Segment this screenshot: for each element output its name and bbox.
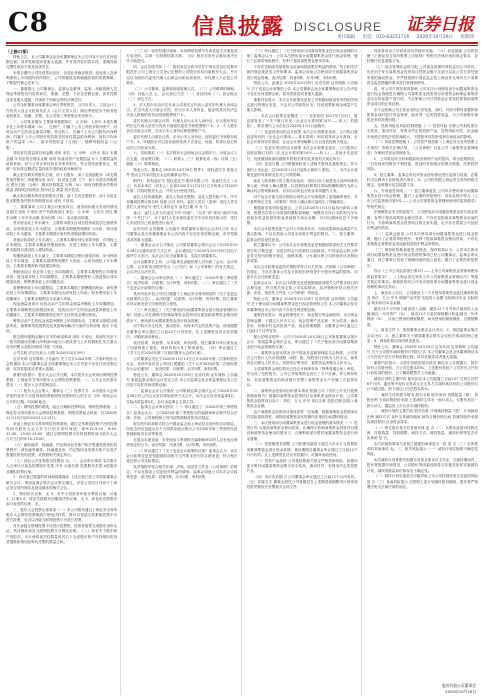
paragraph: 七、截至本公告日，公司最近十二个月使用募集资金委托理财的情况 单位：万元 序号 理财产品类型 实际投入金额 实际收回本金 实际收益 尚未收回本金金额。 (366, 290, 478, 306)
paragraph: 本次会计政策变更的决策程序符合有关法律、法规和《公司章程》的规定，不存在损害公司及全体股东特别是中小股东利益的情形。同意本次会计政策变更。 (246, 264, 358, 280)
paragraph: 报告期内超期未履行完毕的承诺事项 适用 不适用。预测年初至下一报告期期末的累计净利润可能为亏损或者与上年同期相比发生重大变动的警示及原因说明 适用 不适用。 (6, 334, 118, 350)
paragraph: 截止报告期末的股东总数、前十名股东、前十名流通股东（或无限售条件股东）持股情况表 单位：股 股东总数（户） 前十名股东持股情况 股东名称（全称） 期末持股数量 比例（%） 持有有限售条件股份数量 质押或冻结情况 股份状态 数量 股东性质。 (6, 172, 118, 193)
paragraph: 特此公告。董事会 2020年10月29日 附件1：授权委托书 报备文件 提议召开本次股东大会的董事会决议。 (126, 167, 238, 177)
paragraph: 特此公告。董事会 2020年10月29日 证券代码 证券简称 公告编号 关于公司股东减持股份计划的公告 本公司董事会及全体董事保证本公告内容不存在任何虚假记载、误导性陈述或者重大遗漏。 (366, 344, 478, 360)
paragraph: 新收入准则修订的主要内容包括：将现行收入和建造合同两项准则纳入统一的收入确认模型；以控制权转移替代风险报酬转移作为收入确认时点的判断标准；识别合同所包含的各单项履约义务。 (246, 178, 358, 194)
paragraph: 3、独立董事、监事会有权对资金使用情况进行监督与检查，必要时可以聘请专业机构进行审计。4、公司将依据上海证券交易所的相关规定，及时履行信息披露义务。 (366, 172, 478, 188)
paragraph: 亦不会影响公司主营业务的正常发展。同时，对部分暂时闲置的募集资金适时进行现金管理，能获得一定的投资收益，为公司和股东谋取更多的投资回报。 (366, 108, 478, 123)
paragraph: 由于募集资金投资项目建设需要一定周期，根据募集资金投资项目的实际建设进度，现阶段募集资金在短期内出现部分闲置的情况。 (246, 410, 358, 420)
paragraph: 四、会议出席对象（一）股权登记日收市后在中国证券登记结算有限责任公司上海分公司登记在册的公司股东有权出席股东大会，并可以以书面形式委托代理人出席会议和参加表决。该代理人不必是公司股东。 (126, 65, 238, 85)
paragraph: （一）相关股东是否有其他安排 是 否（二）大股东此前对持股比例、持股数量、持股期限、减持方式、减持数量、减持价格等是否作出承诺 是 否。 (366, 425, 478, 441)
masthead-rule-thin (6, 45, 478, 46)
section-subtitle: DISCLOSURE (294, 20, 383, 34)
paragraph: 符合《上市公司监管指引第2号——上市公司募集资金管理和使用的监管要求》、《上海证券交易所上市公司募集资金管理办法》等相关规定的要求。保荐机构对公司本次使用部分闲置募集资金进行现金管理的事项无异议。 (366, 269, 478, 290)
paragraph: 特此公告。董事会 2020年10月29日 证券代码 证券简称 公告编号 第届监事会第次会议决议公告 本公司监事会及全体监事保证本公告内容不存在任何虚假记载。 (126, 373, 238, 388)
paragraph: （三）审议通过了《关于使用部分闲置募集资金进行现金管理的议案》监事会认为：公司本次使用部分闲置募集资金进行现金管理，履行了必要的审批程序，有利于提高募集资金使用效率。 (246, 49, 358, 64)
paragraph: 一、减持主体的基本情况 股东名称 股东身份 持股数量（股） 持股比例 当前持股股份来源 上述减持主体无一致行动人。大股东及其一致行动人、董监高上市以来未减持股份。 (366, 393, 478, 408)
paragraph: 附件1：授权委托书 授权委托书 股份有限公司：兹委托先生（女士）代表本单位（或本人）出席2020年11月13日召开的贵公司2020年第二次临时股东大会，并代为行使表决权。 (126, 178, 238, 194)
paragraph: （六）融资融券、转融通、约定购回业务账户和沪股通投资者的投票程序。涉及融资融券、转融通业务、约定购回业务相关账户以及沪股通投资者的投票，应按照相关规定执行。 (6, 443, 118, 458)
paragraph: 重要内容提示：本次会计政策变更是公司根据财政部发布的相关规定进行的相应变更，不会对公司财务状况、经营成果和现金流量产生重大影响。 (246, 97, 358, 113)
paragraph: 证券代码 证券简称 公告编号 第届董事会第次会议决议公告 本公司董事会及全体董事保证本公告内容不存在任何虚假记载、误导性陈述或者重大遗漏。 (126, 227, 238, 242)
paragraph: 证券代码 证券简称 公告编号 关于召开2020年第二次临时股东大会的通知 本公司董事会及全体董事保证本公告内容不存在任何虚假记载、误导性陈述或者重大遗漏。 (6, 356, 118, 372)
text-column-3 (247, 49, 362, 695)
paragraph: 委托人持普通股数、委托人持优先股数、委托人股东帐户号。序号 非累积投票议案名称 同意 反对 弃权。委托人签名（盖章）受托人签名 委托人身份证号 受托人身份证号 委托日期 年 月 日。 (126, 194, 238, 210)
paragraph: （三）同一表决权通过现场、本所网络投票平台或其他方式重复进行表决的，以第一次投票结果为准。（四）股东对所有议案均表决完毕才能提交。 (126, 49, 238, 64)
paragraph: （五）网络投票的系统、起止日期和投票时间。网络投票系统：上海证券交易所股东大会网络投票系统；网络投票起止时间：自2020年11月13日至2020年11月13日。 (6, 405, 118, 420)
paragraph: 二、监事会会议审议情况（一）审议通过了《2020年第三季度报告》监事会认为：公司2020年第三季度报告的编制和审议程序符合法律、法规、公司章程和公司内部管理制度的各项规定。 (126, 405, 238, 420)
paragraph: 特此公告。董事会 2020年10月29日 证券代码 证券简称 公告编号 关于使用部分闲置募集资金进行现金管理的公告 本公司董事会及全体董事保证本公告内容不存在任何虚假记载。 (246, 297, 358, 312)
paragraph: 二、募集资金投资项目的基本情况 根据公司《首次公开发行股票招股说明书》披露的募集资金投资项目及募集资金使用计划，公司募集资金投资项目如下：单位：万元 序号 项目名称 投资总额 拟投入募集资金金额。 (246, 388, 358, 409)
paragraph: 其他应收款较上年末减少，主要系本期收回往来款所致；存货较上年末增加，主要系本期备货增加所致；在建工程较上年末增加，主要系本期项目建设投入增加所致。 (6, 237, 118, 253)
paragraph: 非经常性损益项目和金额 适用 单位：元 币种：人民币 项目 本期金额 年初至报告期末金额 说明 非流动资产处置损益 计入当期损益的政府补助，但与公司正常经营业务密切相关，符合国家政策规定、按照一定标准定额或定量持续享受的政府补助除外。 (6, 151, 118, 172)
meta-tel: 电话：010-83251716 (362, 35, 410, 40)
paragraph: 货币资金较上年末减少，主要系本期支付项目投资款及偿还借款所致；应收账款较上年末增加，主要系本期销售规模扩大所致；预付款项较上年末增加，主要系本期预付原材料采购款增加所致。 (6, 221, 118, 236)
paragraph: 三、重要事项 公司主要会计报表项目、财务指标重大变动的情况及原因 适用 不适用 资产负债表项目 单位：元 币种：人民币 项目 期末余额 上年年末余额 变动比例（%） 变动原因说明。 (6, 205, 118, 220)
paragraph: 表决结果：同意票，反对0票，弃权0票。独立董事对该议案发表了同意的独立意见，保荐机构出具了核查意见。（四）审议通过了《关于召开2020年第二次临时股东大会的议案》。 (126, 340, 238, 356)
paragraph: 三、本次使用部分闲置募集资金进行现金管理的基本情况（一）投资目的 为提高募集资金使用效率，在确保不影响募集资金投资项目建设和募集资金使用的情况下，合理利用部分暂时闲置募集资金进行现金管理。 (246, 421, 358, 441)
paragraph: （四）变更日期 公司根据财政部上述相关准则及通知规定，作为境内上市企业，自2020年1月1日起执行新收入准则。二、本次会计政策变更的具体情况及对公司的影响。 (246, 162, 358, 177)
paragraph: 短期借款较上年末减少，主要系本期偿还银行借款所致；应付账款较上年末增加，主要系本期采购规模扩大所致；合同负债较上年末增加，主要系本期预收货款增加所致。 (6, 253, 118, 269)
paragraph: 重要内容提示：股东大会召开日期、本次股东大会采用的网络投票系统：上海证券交易所股东大会网络投票系统。一、召开会议的基本情况（一）股东大会类型和届次。 (6, 373, 118, 388)
paragraph: 公司董事会决定于2020年11月13日召开2020年第二次临时股东大会，具体内容详见公司同日披露的《关于召开2020年第二次临时股东大会的通知》。表决结果：同意票，反对0票，弃权0票。 (126, 356, 238, 372)
signature-date: 2020年10月29日 (445, 688, 476, 694)
paragraph: （三）投资产品品种 公司将按照相关规定严格控制风险，拟使用部分暂时闲置募集资金购买安全性高、流动性好、有保本约定的投资产品。 (246, 458, 358, 474)
paragraph: 其决策程序符合相关法律、法规、规范性文件及《公司章程》的规定，不存在损害公司及股东利益的情形。监事会同意公司本次会计政策变更。表决结果：同意3票，反对0票，弃权0票。 (126, 465, 238, 480)
paper-logo: 证券日报 (406, 15, 474, 35)
paragraph: 在保障资金安全的前提下，公司使用部分闲置募集资金进行现金管理，有利于提高募集资金使用效率，不存在变相改变募集资金用途的行为，不影响募集资金投资项目的正常实施，也不存在损害公司及股东利益的情形。 (366, 210, 478, 231)
paragraph: 独立董事认为：公司本次会计政策变更是根据财政部相关文件要求进行的合理变更，变更后的会计政策符合财政部、中国证监会和上海证券交易所的相关规定，能够客观、公允地反映公司的财务状况和经营成果。 (246, 243, 358, 264)
paragraph: 备注：委托人应当在委托书中“同意”、“反对”或“弃权”意向中选择一个并打“√”，对于委托人在本授权委托书中未作具体指示的，受托人有权按自己的意愿进行表决。 (126, 211, 238, 226)
text-column-1 (6, 49, 121, 695)
paragraph: 上述募集资金到位情况已经会计师事务所（特殊普通合伙）审验，并出具了验资报告。公司已对募集资金进行了专户存储，并与保荐机构、存放募集资金的商业银行签署了募集资金专户存储三方监管协议。 (246, 367, 358, 387)
paragraph: 一、重要提示 公司董事会、监事会及董事、监事、高级管理人员保证季度报告内容的真实、准确、完整，不存在虚假记载、误导性陈述或者重大遗漏，并承担个别和连带的法律责任。 (6, 87, 118, 102)
signature-company: 股份有限公司董事会 (441, 683, 476, 689)
text-column-4 (367, 49, 478, 695)
paragraph: 用于购买安全性高、流动性好、有保本约定的投资产品，使用期限自董事会审议通过之日起12个月内有效，在上述额度及决议有效期内，可循环滚动使用。 (126, 324, 238, 339)
paragraph: （三）变更后采用的会计政策 本次会计政策变更后，公司将执行财政部修订后的《企业会计准则第14号——收入》。其他未变更部分，仍按照财政部前期颁布的相关准则及其他有关规定执行。 (246, 146, 358, 161)
paragraph: 不存在变相改变募集资金用途和损害股东利益的情形，符合相关法律法规及规范性文件的要求。监事会同意公司使用部分闲置募集资金进行现金管理。表决结果：同意3票，反对0票，弃权0票。 (246, 65, 358, 80)
paragraph: 减持计划的主要内容 股东拟自本公告披露之日起15个交易日后的6个月内，通过集中竞价交易或大宗交易方式减持其持有的公司股份合计不超过股，即不超过公司总股本的%。 (366, 377, 478, 392)
paragraph: （二）监事会意见 公司本次使用部分闲置募集资金进行现金管理，履行了必要的审批程序，有利于提高募集资金使用效率，不存在变相改变募集资金用途和损害股东利益的情形。 (366, 231, 478, 247)
paragraph: 二、董事会会议审议情况（一）审议通过了《2020年第三季度报告》表决结果：同意票，反对0票，弃权0票。（二）审议通过了《关于变更会计政策的议案》。 (126, 275, 238, 291)
paragraph: 具体事项由公司财务部负责组织实施。（六）信息披露 公司将按照《上海证券交易所股票上市规则》等相关法律法规的规定要求，及时履行信息披露义务。 (366, 49, 478, 64)
paragraph: （二）公司董事、监事和高级管理人员。（三）公司聘请的律师。（四）其他人员 五、会议登记方法（一）登记时间（二）登记地点（三）登记方式。 (126, 86, 238, 102)
masthead (6, 4, 478, 44)
paragraph: 六、专项意见说明（一）独立董事意见 公司本次使用部分闲置募集资金进行现金管理，履行了必要的审批程序，内容及程序符合《上市公司监管指引第2号——上市公司募集资金管理和使用的监管要求》等相关规定。 (366, 189, 478, 209)
paragraph: （四）决议有效期 自公司董事会审议通过之日起12个月内有效。（五）实施方式 董事会授权公司管理层在上述额度和期限内行使该项投资决策权并签署相关合同文件。 (246, 474, 358, 490)
paragraph: 最近12个月内单日最高投入金额、最近12个月内单日最高投入金额/最近一年净资产（%）、最近12个月委托理财累计收益/最近一年净利润（%）、目前已使用的理财额度、尚未使用的理财额度、总理财额度。 (366, 307, 478, 327)
paragraph: 1、各议案已披露的时间和披露媒体 上述议案已经公司第届董事会第次会议、第届监事会第次会议审议通过，详见公司同日刊登于上海证券交易所网站及指定媒体的相关公告。 (6, 475, 118, 490)
paragraph: 五、投资风险及风险控制措施（一）投资风险 尽管公司拟投资安全性高、流动性好、有保本约定的投资产品，投资风险可控，但金融市场受宏观经济的影响较大，不排除该项投资受到市场波动的影响。 (366, 124, 478, 139)
meta-editor: 责任编辑 (337, 35, 356, 40)
paragraph: 管理费用较上年同期增加，主要系本期职工薪酬增加所致；研发费用较上年同期增加，主要系本期加大研发投入所致；财务费用较上年同期减少，主要系本期利息支出减少所致。 (6, 286, 118, 301)
page-number: C8 (8, 8, 49, 38)
paragraph: 公司名称 法定代表人 日期 2020年10月29日 (13, 351, 86, 356)
paragraph: 重要内容提示：现金管理受托方：商业银行等金融机构；本次现金管理金额：不超过人民币万元；现金管理产品名称：安全性高、流动性好、有保本约定的投资产品；现金管理期限：自董事会审议通过之日起12个月内有效。 (246, 313, 358, 334)
paragraph: 本次拟减持事项与此前已披露的承诺是否一致 是 否（三）本所要求的其他事项 无。三、相关风险提示（一）减持计划实施的不确定性风险。 (366, 441, 478, 457)
section-heading: （上接C7版） (6, 49, 31, 54)
paragraph: 四、对公司日常经营的影响 公司本次计划使用部分闲置募集资金进行现金管理是在确保公司募集资金投资项目所需资金和保证募集资金安全的前提下进行的，不会影响公司日常资金正常周转需要和募集资金项目的正常运转。 (366, 86, 478, 107)
paragraph: 委托代理人出席会议的，应出示本人身份证、授权委托书和股东账户卡。3、异地股东可以用信函或传真方式登记，信函、传真以登记时间内公司收到为准。 (126, 135, 238, 150)
paragraph: 本报告期内公司经营情况良好，各项业务稳步推进，营业收入及净利润较上年同期均有所增长，公司将继续坚持稳健经营的发展策略，不断提升核心竞争力。 (6, 71, 118, 86)
paragraph: （二）减持计划实施是否可能导致上市公司控制权发生变更的风险 是 否（三）其他风险提示 在按照上述计划减持股份期间，股东将严格遵守相关法律法规的规定。 (366, 474, 478, 489)
paragraph: 二、减持计划的主要内容 股东名称 计划减持数量（股） 计划减持比例 减持方式 竞价交易减持期间 减持合理价格区间 拟减持股份来源 拟减持原因 自身资金需求。 (366, 409, 478, 424)
masthead-rule (6, 42, 478, 44)
paragraph: 二、公司基本情况 主要财务数据单位：元 币种：人民币 本报告期末比上年度末增减（%），总资产、归属于上市公司股东的净资产、经营活动产生的现金流量净额、营业收入、归属于上市公司股东的净利润、归属于上市公司股东的扣除非经常性损益的净利润、加权平均净资产收益率（%）、基本每股收益（元/股）、稀释每股收益（元/股）。 (6, 119, 118, 150)
paragraph: 特此公告。本公司董事会及全体董事保证本公告内容不存在任何虚假记载、误导性陈述或者重大遗漏，并对其内容的真实性、准确性和完整性承担个别及连带责任。 (6, 54, 118, 70)
paragraph: 截止报告期末的优先股股东总数、前十名优先股股东、前十名优先股无限售条件股东持股情况表 适用 不适用。 (6, 194, 118, 204)
paragraph: （二）变更前采用的会计政策 本次会计政策变更前，公司执行财政部发布的《企业会计准则——基本准则》和各项具体会计准则、企业会计准则应用指南、企业会计准则解释公告以及其他相关规定。 (246, 130, 358, 145)
paragraph: 公司全体董事出席董事会审议季度报告。公司负责人、主管会计工作负责人及会计机构负责人（会计主管人员）保证季度报告中财务报表的真实、准确、完整。本公司第三季度报告未经审计。 (6, 103, 118, 118)
text-columns (6, 49, 478, 695)
paragraph: 根据新旧准则衔接规定，公司自2020年1月1日起执行新收入准则，根据首次执行本准则的累积影响数，调整首次执行本准则当年年初留存收益及财务报表其他相关项目金额，对可比期间信息不予调整。 (246, 205, 358, 226)
paragraph: 2、特别决议议案：无 3、对中小投资者单独计票的议案：议案1、议案2 4、涉及关联股东回避表决的议案：无 5、涉及优先股股东参与表决的议案：无。 (6, 491, 118, 507)
paragraph: 六、其他事项（一）本次股东大会现场会议会期半天，出席会议人员交通、食宿费自理。（二）联系人（三）联系电话（四）传真（五）邮箱（六）联系地址。 (126, 151, 238, 166)
text-column-2 (126, 49, 241, 695)
paragraph: 履行的审议程序：公司于2020年10月28日召开第届董事会第次会议、第届监事会第次会议，审议通过了《关于使用部分闲置募集资金进行现金管理的议案》。 (246, 334, 358, 350)
paragraph: （二）投资额度及期限 公司拟使用最高不超过人民币万元的暂时闲置募集资金进行现金管理，使用期限自董事会审议通过之日起12个月内有效。在上述额度及决议有效期内，可循环滚动使用。 (246, 442, 358, 457)
paragraph: 会议由董事长主持，公司监事及高级管理人员列席了会议。会议的召集、召开和表决程序符合《公司法》和《公司章程》的有关规定，会议决议合法有效。 (126, 259, 238, 275)
meta-weekday: 星期四 (460, 35, 474, 40)
paragraph: 一、募集资金基本情况 经中国证券监督管理委员会核准，公司首次公开发行人民币普通股（A股）股，每股发行价格为人民币元，募集资金总额为人民币元，扣除发行费用后，募集资金净额为人民币元。 (246, 351, 358, 366)
paragraph: （三）审议通过了《关于使用部分闲置募集资金进行现金管理的议案》同意公司在确保不影响募集资金投资项目建设和募集资金使用的情况下，使用部分闲置募集资金进行现金管理。 (126, 308, 238, 323)
paragraph: 三、股东大会投票注意事项（一）本公司股东通过上海证券交易所股东大会网络投票系统行使表决权的，既可以登陆交易系统投票平台进行投票，也可以登陆互联网投票平台进行投票。 (6, 507, 118, 523)
section-title: 信息披露 (192, 15, 285, 40)
meta-date: 2020年10月29日 (416, 35, 454, 40)
masthead-meta (331, 34, 474, 40)
paragraph: 1、法人股东应由法定代表人或者法定代表人委托的代理人出席会议。法定代表人出席会议的，应出示本人身份证、能证明其具有法定代表人资格的有效证明和股票账户卡。 (126, 102, 238, 118)
paragraph: 筹资活动产生的现金流量净额较上年同期变动，主要系本期偿还借款所致。重要事项进展情况及其影响和解决方案的分析说明 适用 不适用。 (6, 318, 118, 334)
paragraph: 八、备查文件 1、第届董事会第次会议决议；2、第届监事会第次会议决议；3、独立董事关于第届董事会第次会议相关事项的独立意见；4、保荐机构出具的核查意见。 (366, 328, 478, 343)
paragraph: （二）股东大会召集人：董事会（三）投票方式：本次股东大会所采用的表决方式是现场投票和网络投票相结合的方式（四）现场会议召开的日期、时间和地点。 (6, 389, 118, 404)
paragraph: （三）保荐机构核查意见 经核查，保荐机构认为：公司本次使用部分闲置募集资金进行现金管理的事项已经公司董事会、监事会审议通过，独立董事已发表了明确同意的独立意见，履行了必要的审批程序。 (366, 248, 478, 268)
paragraph: 一、本次会计政策变更概述（一）变更原因 2017年7月5日，财政部发布了《关于修订印发〈企业会计准则第14号——收入〉的通知》，要求境内上市企业自2020年1月1日起施行。 (246, 113, 358, 129)
paragraph: 对于包含多重交易安排的合同的会计处理提供了更明确的指引；对于某些特定交易（或事项）的收入确认和计量给出了明确规定。 (246, 194, 358, 205)
paragraph: 现金流量表项目 经营活动产生的现金流量净额较上年同期增加，主要系本期销售回款增加所致；投资活动产生的现金流量净额较上年同期减少，主要系本期购建固定资产支付的现金增加所致。 (6, 302, 118, 317)
paragraph: 特此公告。监事会 2020年10月29日 证券代码 证券简称 公告编号 关于变更会计政策的公告 本公司董事会及全体董事保证本公告内容不存在任何虚假记载、误导性陈述或者重大遗漏。 (246, 81, 358, 96)
paragraph: （二）审议通过了《关于变更会计政策的议案》监事会认为：本次会计政策变更是根据财政部相关文件要求进行的合理变更，符合相关规定和公司实际情况。 (126, 448, 238, 464)
paragraph: 首次登陆互联网投票平台进行投票的，投资者需要完成股东身份认证。具体操作请见互联网投票平台网站说明。（二）持有多个股东账户的股东，可行使的表决权数量是其名下全部股东账户所持相同类别普通股和相同品种优先股的数量总和。 (6, 524, 118, 544)
paragraph: 报告的内容和格式符合中国证监会和上海证券交易所的各项规定，所包含的信息能从各个方面真实地反映出公司2020年第三季度的经营管理和财务状况等事项。 (126, 421, 238, 437)
paragraph: 2、公司将及时分析和跟踪现金管理产品的投向、项目进展情况，一旦发现或判断有不利因素，将及时采取相应的保全措施，控制投资风险。 (366, 156, 478, 172)
paragraph: 一、董事会会议召开情况 公司第届董事会第次会议于2020年10月28日以通讯表决方式召开。会议通知已于2020年10月23日以电子邮件方式发出。本次会议应出席董事名，实际出席董事名。 (126, 243, 238, 258)
paragraph: 本次减持计划系股东根据自身资金需求自主决定，在减持期间内，股东将根据市场情况、公司股价等因素选择是否实施及如何实施减持计划，减持的数量和价格存在不确定性。 (366, 458, 478, 473)
paragraph: 采用上海证券交易所网络投票系统，通过交易系统投票平台的投票时间为股东大会召开当日的交易时间段，即9:15-9:25，9:30-11:30，13:00-15:00；通过互联网投票平台的投票时间为股东大会召开当日的9:15-15:00。 (6, 421, 118, 442)
signature-block (380, 683, 476, 694)
paragraph: 一、监事会会议召开情况 公司第届监事会第次会议于2020年10月28日在公司会议室以现场表决方式召开。本次会议应出席监事3名，实际出席监事3名，会议由监事会主席主持。 (126, 389, 238, 404)
paragraph: （二）风险控制措施 1、公司将严格按照《上海证券交易所股票上市规则》等相关法律法规、《公司章程》以及公司《募集资金管理制度》办理相关现金管理业务。 (366, 140, 478, 155)
paragraph: 本次会计政策变更不会对公司财务状况、经营成果和现金流量产生重大影响，不存在损害公司及全体股东利益的情况。三、独立董事、监事会的结论性意见。 (246, 227, 358, 242)
paragraph: （七）涉及公开征集股东投票权 无。二、会议审议事项 本次股东大会审议议案及投票股东类型 序号 议案名称 投票股东类型 A股股东 非累积投票议案。 (6, 459, 118, 474)
paragraph: 重要内容提示：大股东持股的基本情况 截至本公告披露日，股东持有公司股份股，占公司总股本的%，上述股份来源于公司首次公开发行前取得的股份，已于解除限售并上市流通。 (366, 360, 478, 376)
paragraph: （七）现金管理收益的分配 公司现金管理所得收益归公司所有，优先用于补足募集资金投资项目投资金额不足部分以及公司日常经营所需的流动资金，并严格按照中国证监会及上海证券交易所关于募集资金监管措施的要求进行管理和使用。 (366, 65, 478, 85)
paragraph: 监事会认为：本次会计政策变更是根据财政部相关文件要求进行的合理变更，符合相关规定和公司实际情况，其决策程序符合相关法律、法规、规范性文件及《公司章程》的规定。 (246, 281, 358, 296)
paragraph: 利润表项目 营业收入较上年同期增长，主要系本期销售订单增加所致；营业成本较上年同期增长，主要系本期销售收入增加相应成本增加所致；销售费用较上年同期变动。 (6, 270, 118, 285)
paragraph: 在提出本意见前，未发现参与季度报告编制和审议的人员有违反保密规定的行为。表决结果：同意3票，反对0票，弃权0票。 (126, 437, 238, 448)
paragraph: 具体内容详见公司同日披露于上海证券交易所网站的《关于变更会计政策的公告》。表决结果：同意票，反对0票，弃权0票。独立董事对该议案发表了同意的独立意见。 (126, 292, 238, 307)
paragraph: 委托代理人出席会议的，代理人应出示本人身份证、法人股东单位的法定代表人依法出具的书面授权委托书和股票账户卡。2、个人股东亲自出席会议的，应出示本人身份证和股票账户卡。 (126, 119, 238, 134)
